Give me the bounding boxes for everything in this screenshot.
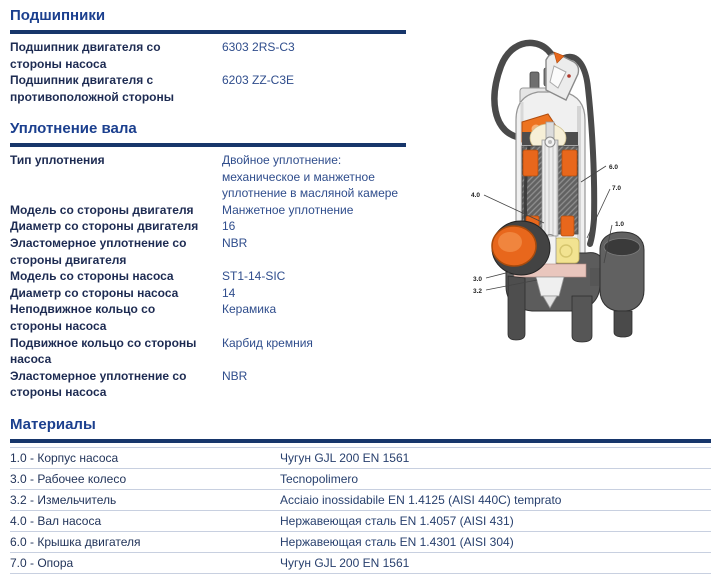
spec-value: Манжетное уплотнение xyxy=(222,202,354,217)
material-row xyxy=(10,532,711,553)
section-underline xyxy=(10,30,406,34)
callout-label: 7.0 xyxy=(612,185,622,192)
material-value: Чугун GJL 200 EN 1561 xyxy=(280,556,410,570)
material-row xyxy=(10,553,711,574)
spec-row xyxy=(10,72,406,105)
material-value: Нержавеющая сталь EN 1.4301 (AISI 304) xyxy=(280,535,514,549)
spec-value: 6203 ZZ-C3E xyxy=(222,73,295,88)
spec-row xyxy=(10,202,406,219)
spec-label: Неподвижное кольцо со стороны насоса xyxy=(10,302,156,333)
spec-value: Керамика xyxy=(222,302,277,317)
pump-gland xyxy=(530,72,539,90)
material-row xyxy=(10,490,711,511)
pump-cutaway-illustration xyxy=(452,24,716,354)
pump-rotor xyxy=(542,140,558,236)
spec-value: Двойное уплотнение: механическое и манжетное уплотнение в масляной камере xyxy=(222,153,399,201)
spec-label: Модель со стороны двигателя xyxy=(10,202,194,217)
callout-label: 3.2 xyxy=(473,288,483,295)
callout-label: 3.0 xyxy=(473,276,483,283)
callout-label: 4.0 xyxy=(471,192,481,199)
pump-float-switch xyxy=(492,221,550,275)
section-underline xyxy=(10,439,711,443)
material-row xyxy=(10,469,711,490)
material-value: Чугун GJL 200 EN 1561 xyxy=(280,451,410,465)
material-label: 4.0 - Вал насоса xyxy=(10,514,102,528)
pump-bearing-top-ball xyxy=(548,140,552,144)
spec-value: 6303 2RS-C3 xyxy=(222,40,295,54)
spec-label: Эластомерное уплотнение со стороны двигателя xyxy=(10,235,187,267)
spec-row xyxy=(10,285,406,302)
section-title: Уплотнение вала xyxy=(10,120,137,137)
material-label: 7.0 - Опора xyxy=(10,556,74,570)
pump-impeller xyxy=(536,277,564,296)
spec-label: Подшипник двигателя с противоположной стороны xyxy=(10,73,175,104)
spec-value: Карбид кремния xyxy=(222,335,313,350)
callout-label: 6.0 xyxy=(609,164,619,171)
section-shaft-seal xyxy=(10,119,406,401)
spec-row xyxy=(10,368,406,401)
spec-row xyxy=(10,301,406,334)
material-label: 3.0 - Рабочее колесо xyxy=(10,472,127,486)
material-row xyxy=(10,448,711,469)
spec-label: Тип уплотнения xyxy=(10,153,105,167)
section-materials xyxy=(10,415,711,574)
spec-rows xyxy=(10,152,406,401)
section-underline xyxy=(10,143,406,147)
material-label: 1.0 - Корпус насоса xyxy=(10,451,119,465)
pump-discharge-port xyxy=(590,232,644,311)
callout-label: 1.0 xyxy=(615,221,625,228)
pump-figure xyxy=(452,24,716,354)
material-row xyxy=(10,511,711,532)
material-label: 3.2 - Измельчитель xyxy=(10,493,117,507)
section-bearings xyxy=(10,6,406,105)
material-value: Нержавеющая сталь EN 1.4057 (AISI 431) xyxy=(280,514,514,528)
spec-value: NBR xyxy=(222,235,248,250)
material-label: 6.0 - Крышка двигателя xyxy=(10,535,141,549)
spec-row xyxy=(10,335,406,368)
spec-value: 14 xyxy=(222,285,236,300)
spec-value: NBR xyxy=(222,368,248,383)
spec-row xyxy=(10,39,406,72)
spec-rows xyxy=(10,39,406,105)
section-title: Подшипники xyxy=(10,7,106,24)
spec-row xyxy=(10,235,406,268)
material-value: Tecnopolimero xyxy=(280,472,359,486)
material-value: Acciaio inossidabile EN 1.4125 (AISI 440C) temprato xyxy=(280,493,562,507)
spec-label: Диаметр со стороны двигателя xyxy=(10,219,199,234)
section-title: Материалы xyxy=(10,416,96,433)
spec-row xyxy=(10,218,406,235)
spec-label: Подвижное кольцо со стороны насоса xyxy=(10,335,197,367)
spec-value: ST1-14-SIC xyxy=(222,269,286,284)
spec-value: 16 xyxy=(222,219,236,234)
spec-label: Диаметр со стороны насоса xyxy=(10,285,179,300)
spec-row xyxy=(10,268,406,285)
spec-label: Модель со стороны насоса xyxy=(10,269,174,284)
materials-table xyxy=(10,447,711,574)
spec-row xyxy=(10,152,406,202)
spec-label: Подшипник двигателя со стороны насоса xyxy=(10,40,161,71)
spec-label: Эластомерное уплотнение со стороны насоса xyxy=(10,368,187,400)
